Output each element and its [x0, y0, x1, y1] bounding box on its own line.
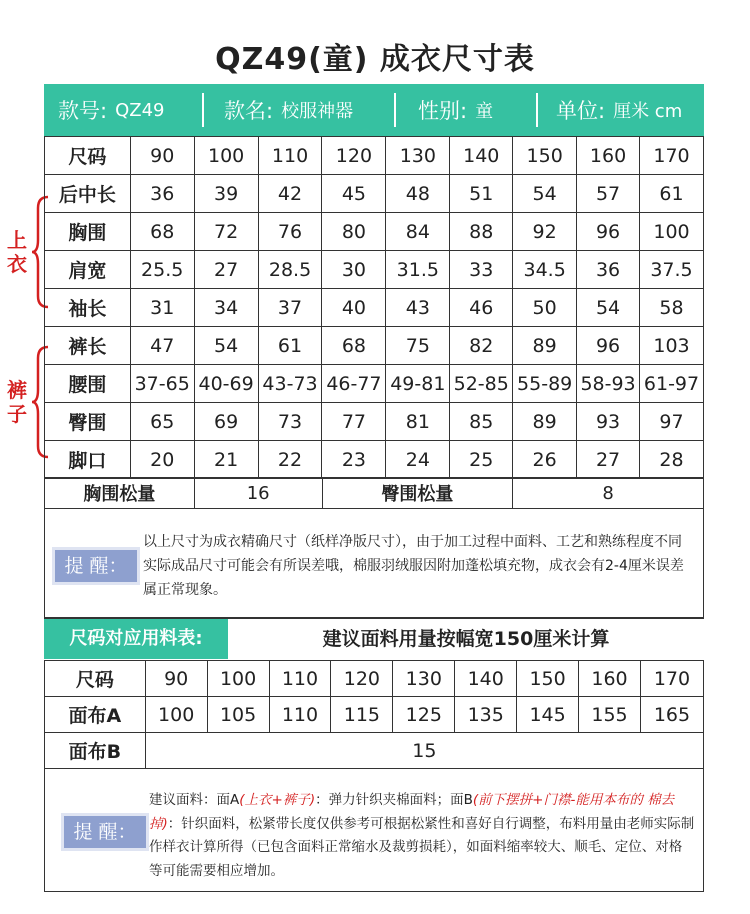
fabric-header-row — [45, 661, 704, 697]
fabric-cell: 135 — [455, 697, 517, 733]
row-label: 肩宽 — [45, 251, 131, 289]
style-name-label: 款名: — [224, 99, 274, 123]
chest-ease-value: 16 — [194, 478, 322, 509]
size-cell: 73 — [258, 403, 322, 441]
size-cell: 57 — [577, 175, 640, 213]
note-text-2 — [149, 789, 695, 883]
size-cell: 24 — [386, 441, 450, 479]
fabric-cell: 170 — [640, 661, 703, 697]
size-row — [45, 365, 704, 403]
note-box-1 — [44, 508, 704, 618]
size-cell: 100 — [640, 213, 704, 251]
note2-part1: 建议面料：面A — [149, 792, 240, 808]
size-cell: 54 — [513, 175, 577, 213]
size-cell: 46 — [450, 289, 513, 327]
fabric-a-row — [45, 697, 704, 733]
gender-label: 性别: — [418, 99, 468, 123]
size-cell: 30 — [322, 251, 386, 289]
fabric-cell: 110 — [269, 661, 331, 697]
size-cell: 75 — [386, 327, 450, 365]
size-cell: 40 — [322, 289, 386, 327]
hip-ease-value: 8 — [513, 478, 704, 509]
unit-value: 厘米 cm — [613, 101, 683, 122]
size-cell: 28.5 — [258, 251, 322, 289]
size-cell: 31.5 — [386, 251, 450, 289]
size-cell: 27 — [194, 251, 258, 289]
size-cell: 45 — [322, 175, 386, 213]
chest-ease-label: 胸围松量 — [45, 478, 195, 509]
fabric-cell: 105 — [207, 697, 269, 733]
note-box-2 — [44, 768, 704, 892]
unit-cell — [538, 84, 704, 136]
size-cell: 61-97 — [640, 365, 704, 403]
fabric-cell: 115 — [331, 697, 393, 733]
size-cell: 103 — [640, 327, 704, 365]
side-label-bottom: 裤 子 — [7, 378, 27, 426]
size-cell: 39 — [194, 175, 258, 213]
size-cell: 61 — [640, 175, 704, 213]
fabric-cell: 160 — [579, 661, 641, 697]
size-cell: 43 — [386, 289, 450, 327]
size-cell: 89 — [513, 327, 577, 365]
size-cell: 23 — [322, 441, 386, 479]
size-cell: 89 — [513, 403, 577, 441]
size-cell: 90 — [130, 137, 194, 175]
style-name-value: 校服神器 — [281, 101, 354, 122]
size-cell: 100 — [194, 137, 258, 175]
side-label-top: 上 衣 — [7, 228, 27, 276]
size-cell: 31 — [130, 289, 194, 327]
size-cell: 40-69 — [194, 365, 258, 403]
size-row — [45, 403, 704, 441]
size-cell: 25.5 — [130, 251, 194, 289]
size-cell: 37 — [258, 289, 322, 327]
size-cell: 21 — [194, 441, 258, 479]
style-no-label: 款号: — [58, 99, 108, 123]
size-cell: 36 — [130, 175, 194, 213]
size-cell: 61 — [258, 327, 322, 365]
row-label: 尺码 — [45, 137, 131, 175]
size-cell: 88 — [450, 213, 513, 251]
size-cell: 51 — [450, 175, 513, 213]
tip-badge: 提 醒： — [61, 813, 149, 851]
ease-table — [44, 477, 704, 509]
fabric-b-label: 面布B — [45, 733, 146, 769]
row-label: 胸围 — [45, 213, 131, 251]
size-cell: 48 — [386, 175, 450, 213]
fabric-b-row — [45, 733, 704, 769]
size-cell: 36 — [577, 251, 640, 289]
gender-cell — [396, 84, 536, 136]
size-cell: 49-81 — [386, 365, 450, 403]
row-label: 臀围 — [45, 403, 131, 441]
size-cell: 80 — [322, 213, 386, 251]
gender-value: 童 — [475, 101, 494, 122]
fabric-cell: 145 — [517, 697, 579, 733]
page-title: QZ49(童) 成衣尺寸表 — [215, 42, 535, 77]
size-cell: 160 — [577, 137, 640, 175]
size-cell: 76 — [258, 213, 322, 251]
size-cell: 82 — [450, 327, 513, 365]
size-cell: 28 — [640, 441, 704, 479]
size-cell: 58 — [640, 289, 704, 327]
style-no-cell — [44, 84, 202, 136]
tip-badge: 提 醒： — [52, 547, 140, 585]
size-cell: 37.5 — [640, 251, 704, 289]
size-cell: 92 — [513, 213, 577, 251]
size-row — [45, 441, 704, 479]
size-cell: 34.5 — [513, 251, 577, 289]
size-cell: 46-77 — [322, 365, 386, 403]
unit-label: 单位: — [556, 99, 606, 123]
ease-row — [45, 478, 704, 509]
hip-ease-label: 臀围松量 — [322, 478, 513, 509]
size-cell: 85 — [450, 403, 513, 441]
size-cell: 77 — [322, 403, 386, 441]
style-name-cell — [204, 84, 394, 136]
fabric-cell: 125 — [393, 697, 455, 733]
size-cell: 150 — [513, 137, 577, 175]
size-cell: 81 — [386, 403, 450, 441]
fabric-b-value: 15 — [145, 733, 703, 769]
size-cell: 65 — [130, 403, 194, 441]
size-cell: 52-85 — [450, 365, 513, 403]
size-row — [45, 175, 704, 213]
size-cell: 37-65 — [130, 365, 194, 403]
size-cell: 27 — [577, 441, 640, 479]
size-cell: 22 — [258, 441, 322, 479]
fabric-cell: 130 — [393, 661, 455, 697]
size-cell: 130 — [386, 137, 450, 175]
fabric-cell: 110 — [269, 697, 331, 733]
row-label: 袖长 — [45, 289, 131, 327]
size-cell: 54 — [577, 289, 640, 327]
fabric-cell: 120 — [331, 661, 393, 697]
size-cell: 58-93 — [577, 365, 640, 403]
size-cell: 55-89 — [513, 365, 577, 403]
size-table — [44, 136, 704, 479]
size-row — [45, 289, 704, 327]
row-label: 尺码 — [45, 661, 146, 697]
size-cell: 170 — [640, 137, 704, 175]
size-row — [45, 213, 704, 251]
note-text-1: 以上尺寸为成衣精确尺寸（纸样净版尺寸），由于加工过程中面料、工艺和熟练程度不同实际成品尺寸可能会有所误差哦，棉服羽绒服因附加蓬松填充物，成衣会有2-4厘米误差属正常现象。 — [143, 534, 684, 598]
size-row — [45, 251, 704, 289]
size-cell: 50 — [513, 289, 577, 327]
size-cell: 69 — [194, 403, 258, 441]
size-cell: 68 — [322, 327, 386, 365]
size-cell: 43-73 — [258, 365, 322, 403]
size-cell: 140 — [450, 137, 513, 175]
size-cell: 25 — [450, 441, 513, 479]
size-cell: 96 — [577, 213, 640, 251]
size-header-row — [45, 137, 704, 175]
fabric-cell: 165 — [640, 697, 703, 733]
size-cell: 33 — [450, 251, 513, 289]
row-label: 面布A — [45, 697, 146, 733]
size-cell: 20 — [130, 441, 194, 479]
size-cell: 93 — [577, 403, 640, 441]
note2-red2: (前下摆拼+门襟-能用本布的 棉去掉) — [149, 792, 675, 832]
fabric-cell: 100 — [145, 697, 207, 733]
size-cell: 120 — [322, 137, 386, 175]
fabric-cell: 90 — [145, 661, 207, 697]
fabric-table — [44, 660, 704, 769]
style-no-value: QZ49 — [115, 99, 165, 121]
fabric-cell: 150 — [517, 661, 579, 697]
row-label: 后中长 — [45, 175, 131, 213]
row-label: 脚口 — [45, 441, 131, 479]
size-cell: 110 — [258, 137, 322, 175]
size-cell: 84 — [386, 213, 450, 251]
note2-red1: (上衣+裤子) — [239, 792, 316, 808]
size-cell: 97 — [640, 403, 704, 441]
size-cell: 47 — [130, 327, 194, 365]
fabric-cell: 100 — [207, 661, 269, 697]
size-cell: 96 — [577, 327, 640, 365]
size-cell: 42 — [258, 175, 322, 213]
fabric-section-title: 建议面料用量按幅宽150厘米计算 — [322, 628, 610, 650]
size-cell: 34 — [194, 289, 258, 327]
size-row — [45, 327, 704, 365]
row-label: 腰围 — [45, 365, 131, 403]
fabric-section-label: 尺码对应用料表: — [44, 619, 228, 659]
info-header — [44, 84, 704, 136]
fabric-cell: 155 — [579, 697, 641, 733]
note2-part3: ：针织面料，松紧带长度仅供参考可根据松紧性和喜好自行调整，布料用量由老师实际制作样衣计算所得（已包含面料正常缩水及裁剪损耗），如面料缩率较大、顺毛、定位、对格等可能需要相应增加。 — [149, 815, 695, 879]
size-cell: 26 — [513, 441, 577, 479]
row-label: 裤长 — [45, 327, 131, 365]
size-cell: 72 — [194, 213, 258, 251]
size-cell: 54 — [194, 327, 258, 365]
size-cell: 68 — [130, 213, 194, 251]
fabric-cell: 140 — [455, 661, 517, 697]
note2-part2: ：弹力针织夹棉面料；面B — [315, 792, 473, 808]
